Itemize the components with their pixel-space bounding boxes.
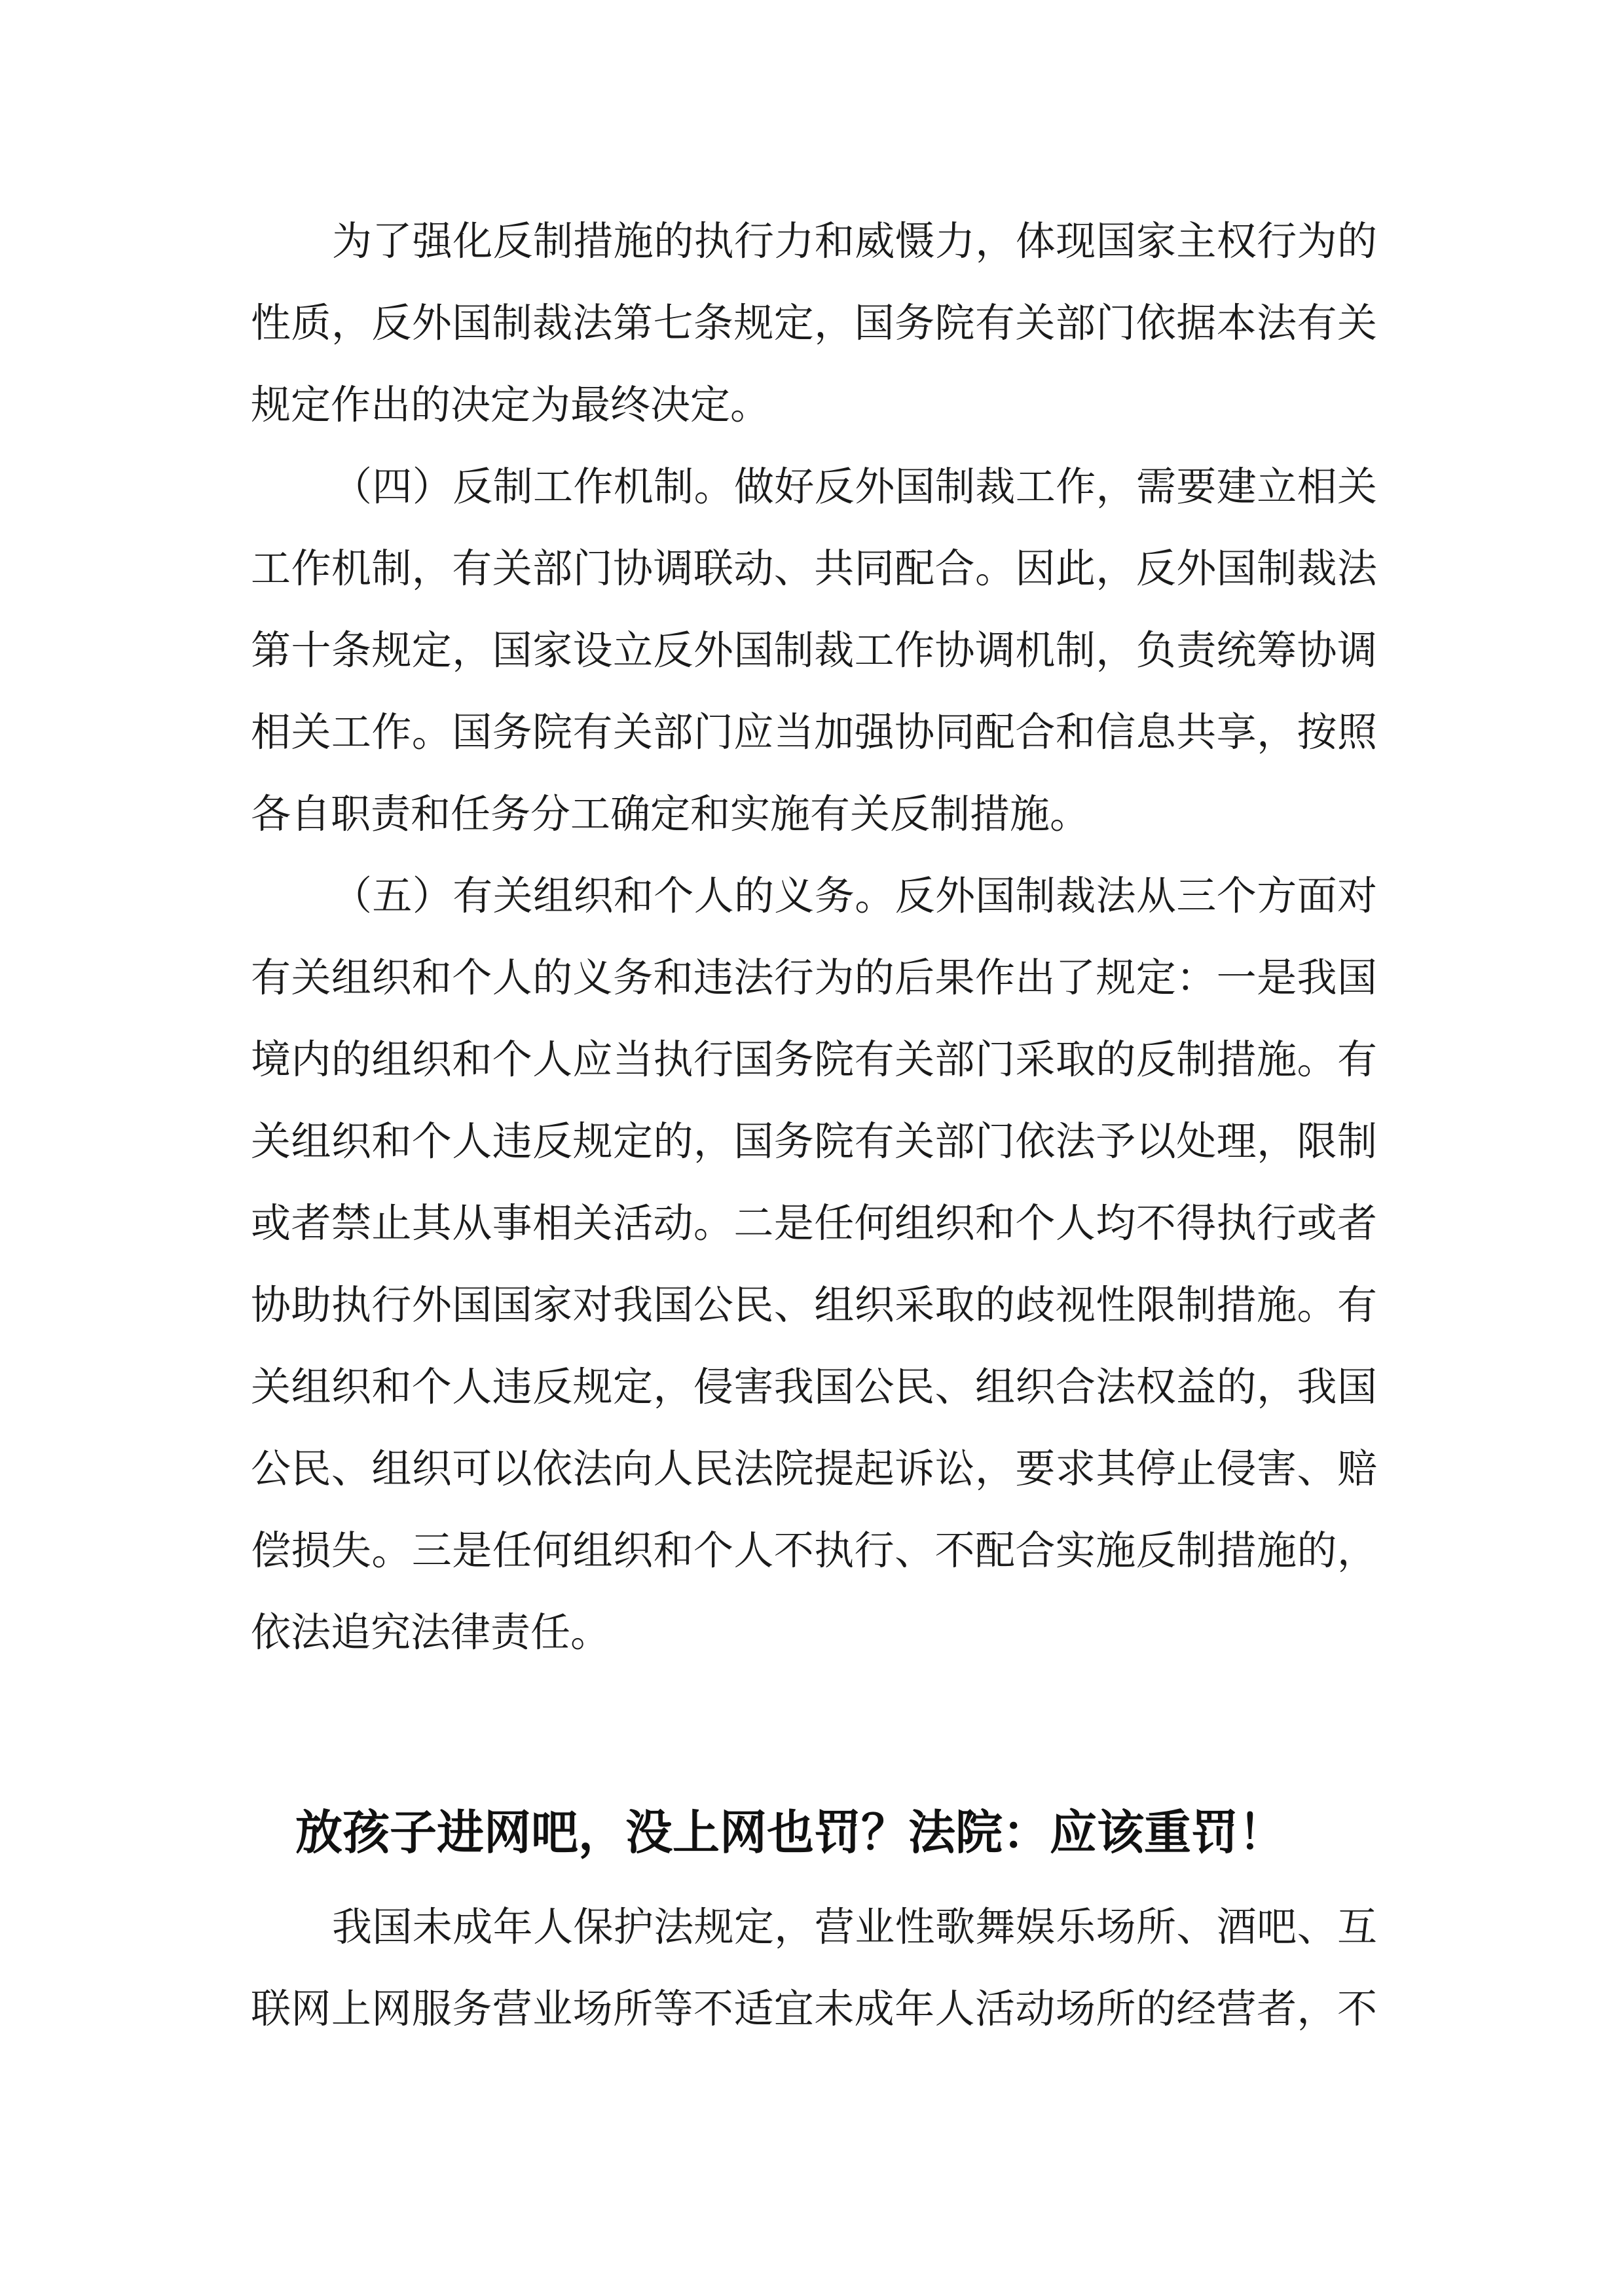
paragraph-line: 为了强化反制措施的执行力和威慑力，体现国家主权行为的: [332, 218, 1377, 264]
paragraph-line: 偿损失。三是任何组织和个人不执行、不配合实施反制措施的，: [251, 1527, 1377, 1574]
paragraph-line: 协助执行外国国家对我国公民、组织采取的歧视性限制措施。有: [251, 1282, 1377, 1328]
article-title: 放孩子进网吧，没上网也罚？法院：应该重罚！: [295, 1805, 1286, 1860]
paragraph-line: 相关工作。国务院有关部门应当加强协同配合和信息共享，按照: [251, 709, 1377, 756]
paragraph-line: 工作机制，有关部门协调联动、共同配合。因此，反外国制裁法: [251, 545, 1377, 592]
paragraph-line: 各自职责和任务分工确定和实施有关反制措施。: [251, 791, 1090, 837]
paragraph-line: 性质，反外国制裁法第七条规定，国务院有关部门依据本法有关: [251, 300, 1377, 346]
paragraph-line: 我国未成年人保护法规定，营业性歌舞娱乐场所、酒吧、互: [332, 1904, 1377, 1950]
paragraph-line: 有关组织和个人的义务和违法行为的后果作出了规定：一是我国: [251, 955, 1377, 1001]
paragraph-line: 关组织和个人违反规定的，国务院有关部门依法予以处理，限制: [251, 1118, 1377, 1165]
paragraph-line: （五）有关组织和个人的义务。反外国制裁法从三个方面对: [332, 873, 1377, 919]
paragraph-line: 境内的组织和个人应当执行国务院有关部门采取的反制措施。有: [251, 1036, 1377, 1083]
paragraph-line: （四）反制工作机制。做好反外国制裁工作，需要建立相关: [332, 464, 1377, 510]
paragraph-line: 依法追究法律责任。: [251, 1609, 611, 1656]
paragraph-line: 或者禁止其从事相关活动。二是任何组织和个人均不得执行或者: [251, 1200, 1377, 1247]
paragraph-line: 第十条规定，国家设立反外国制裁工作协调机制，负责统筹协调: [251, 627, 1377, 674]
paragraph-line: 公民、组织可以依法向人民法院提起诉讼，要求其停止侵害、赔: [251, 1446, 1377, 1492]
paragraph-line: 关组织和个人违反规定，侵害我国公民、组织合法权益的，我国: [251, 1364, 1377, 1410]
paragraph-line: 联网上网服务营业场所等不适宜未成年人活动场所的经营者，不: [251, 1986, 1377, 2032]
paragraph-line: 规定作出的决定为最终决定。: [251, 382, 771, 428]
